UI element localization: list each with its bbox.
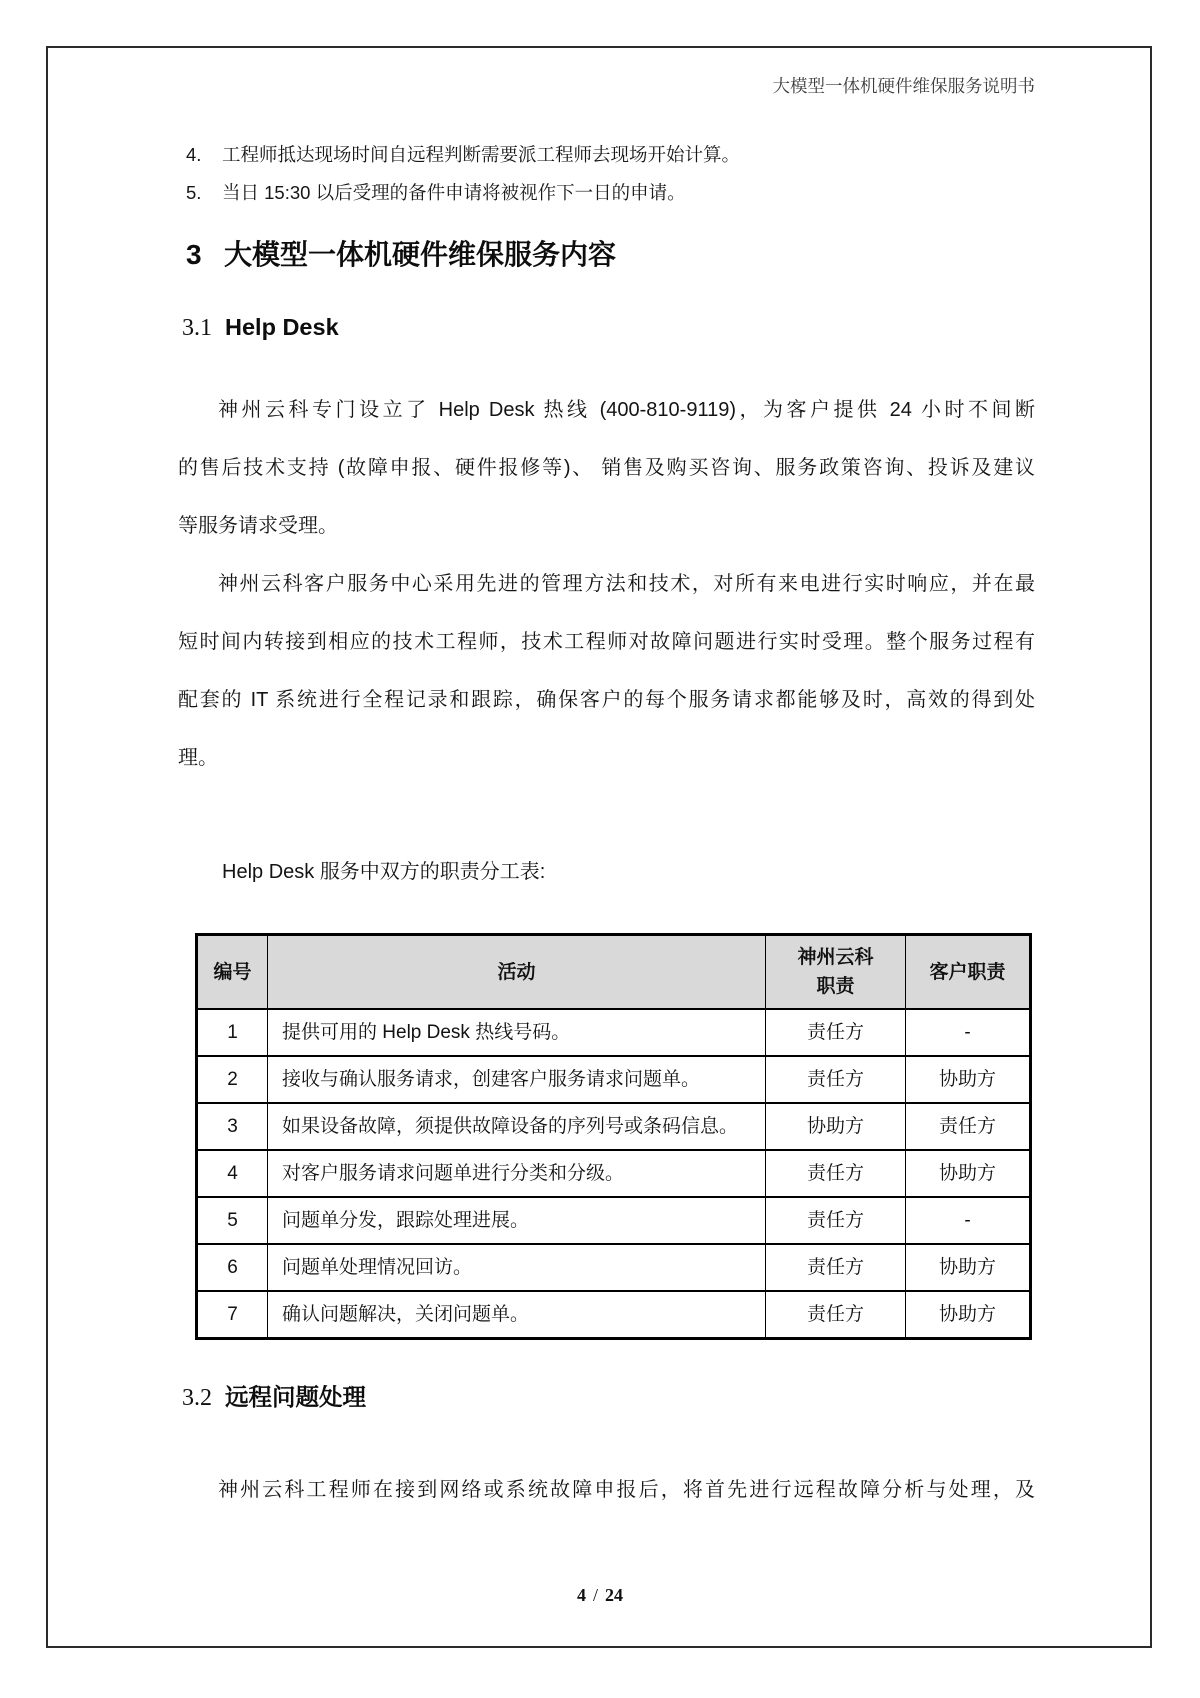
list-item-number: 5. bbox=[186, 182, 202, 203]
cell-customer-role: - bbox=[906, 1009, 1031, 1056]
table-row bbox=[197, 1197, 1031, 1244]
list-item bbox=[186, 136, 1035, 174]
cell-activity: 确认问题解决，关闭问题单。 bbox=[268, 1291, 766, 1339]
paragraph-line: 等服务请求受理。 bbox=[178, 515, 338, 537]
cell-customer-role: 责任方 bbox=[906, 1103, 1031, 1150]
section-heading-help-desk bbox=[178, 310, 1035, 345]
cell-vendor-role: 责任方 bbox=[766, 1009, 906, 1056]
cell-vendor-role: 责任方 bbox=[766, 1291, 906, 1339]
section-number: 3.2 bbox=[182, 1385, 212, 1411]
paragraph-line: 神州云科专门设立了 Help Desk 热线 (400-810-9119)，为客户提供 24 小时不间断 bbox=[218, 399, 1035, 421]
cell-customer-role: 协助方 bbox=[906, 1291, 1031, 1339]
list-item-number: 4. bbox=[186, 144, 202, 165]
paragraph-line: 神州云科工程师在接到网络或系统故障申报后，将首先进行远程故障分析与处理，及 bbox=[218, 1479, 1035, 1501]
cell-number: 5 bbox=[197, 1197, 268, 1244]
header-cell-vendor-text: 神州云科职责 bbox=[797, 947, 874, 997]
cell-number: 4 bbox=[197, 1150, 268, 1197]
table-body bbox=[197, 1009, 1031, 1339]
cell-customer-role: 协助方 bbox=[906, 1150, 1031, 1197]
table-header-row bbox=[197, 935, 1031, 1010]
cell-number: 6 bbox=[197, 1244, 268, 1291]
section-title: 远程问题处理 bbox=[225, 1384, 366, 1410]
cell-vendor-role: 责任方 bbox=[766, 1244, 906, 1291]
table-row bbox=[197, 1150, 1031, 1197]
header-cell-activity: 活动 bbox=[268, 935, 766, 1010]
section-number: 3.1 bbox=[182, 315, 212, 341]
page-content bbox=[178, 46, 1035, 1519]
paragraph-line: 短时间内转接到相应的技术工程师，技术工程师对故障问题进行实时受理。整个服务过程有 bbox=[178, 631, 1035, 653]
cell-activity: 接收与确认服务请求，创建客户服务请求问题单。 bbox=[268, 1056, 766, 1103]
cell-vendor-role: 责任方 bbox=[766, 1150, 906, 1197]
header-cell-customer: 客户职责 bbox=[906, 935, 1031, 1010]
paragraph-line: 神州云科客户服务中心采用先进的管理方法和技术，对所有来电进行实时响应，并在最 bbox=[218, 573, 1035, 595]
cell-vendor-role: 责任方 bbox=[766, 1197, 906, 1244]
table-row bbox=[197, 1291, 1031, 1339]
paragraph-line: 的售后技术支持 (故障申报、硬件报修等)、 销售及购买咨询、服务政策咨询、投诉及建议 bbox=[178, 457, 1035, 479]
cell-number: 1 bbox=[197, 1009, 268, 1056]
paragraph-line: 理。 bbox=[178, 747, 218, 769]
section-heading-remote bbox=[178, 1380, 1035, 1415]
footer-current-page: 4 bbox=[576, 1585, 586, 1605]
paragraph-line: 配套的 IT 系统进行全程记录和跟踪，确保客户的每个服务请求都能够及时，高效的得到处 bbox=[178, 689, 1035, 711]
footer-total-pages: 24 bbox=[605, 1585, 623, 1605]
header-cell-vendor bbox=[766, 935, 906, 1010]
cell-activity: 问题单处理情况回访。 bbox=[268, 1244, 766, 1291]
table-row bbox=[197, 1056, 1031, 1103]
paragraph-help-desk-2 bbox=[178, 555, 1035, 787]
list-item-text: 当日 15:30 以后受理的备件申请将被视作下一日的申请。 bbox=[222, 182, 686, 203]
chapter-heading bbox=[178, 234, 1035, 276]
header-cell-no: 编号 bbox=[197, 935, 268, 1010]
cell-customer-role: - bbox=[906, 1197, 1031, 1244]
cell-activity: 提供可用的 Help Desk 热线号码。 bbox=[268, 1009, 766, 1056]
cell-number: 2 bbox=[197, 1056, 268, 1103]
cell-number: 3 bbox=[197, 1103, 268, 1150]
table-row bbox=[197, 1244, 1031, 1291]
table-caption: Help Desk 服务中双方的职责分工表: bbox=[222, 861, 546, 883]
running-header: 大模型一体机硬件维保服务说明书 bbox=[772, 76, 1035, 96]
paragraph-help-desk-1 bbox=[178, 381, 1035, 555]
cell-number: 7 bbox=[197, 1291, 268, 1339]
footer-separator: / bbox=[592, 1585, 598, 1605]
numbered-list bbox=[178, 136, 1035, 212]
cell-customer-role: 协助方 bbox=[906, 1244, 1031, 1291]
list-item bbox=[186, 174, 1035, 212]
cell-customer-role: 协助方 bbox=[906, 1056, 1031, 1103]
page-footer bbox=[0, 1585, 1200, 1606]
table-row bbox=[197, 1009, 1031, 1056]
cell-activity: 问题单分发，跟踪处理进展。 bbox=[268, 1197, 766, 1244]
table-row bbox=[197, 1103, 1031, 1150]
chapter-title: 大模型一体机硬件维保服务内容 bbox=[224, 239, 617, 270]
cell-activity: 如果设备故障，须提供故障设备的序列号或条码信息。 bbox=[268, 1103, 766, 1150]
cell-activity: 对客户服务请求问题单进行分类和分级。 bbox=[268, 1150, 766, 1197]
list-item-text: 工程师抵达现场时间自远程判断需要派工程师去现场开始计算。 bbox=[222, 144, 741, 165]
cell-vendor-role: 协助方 bbox=[766, 1103, 906, 1150]
section-title: Help Desk bbox=[225, 314, 339, 340]
chapter-number: 3 bbox=[186, 239, 202, 270]
responsibility-table bbox=[195, 933, 1032, 1340]
cell-vendor-role: 责任方 bbox=[766, 1056, 906, 1103]
paragraph-remote bbox=[178, 1461, 1035, 1519]
